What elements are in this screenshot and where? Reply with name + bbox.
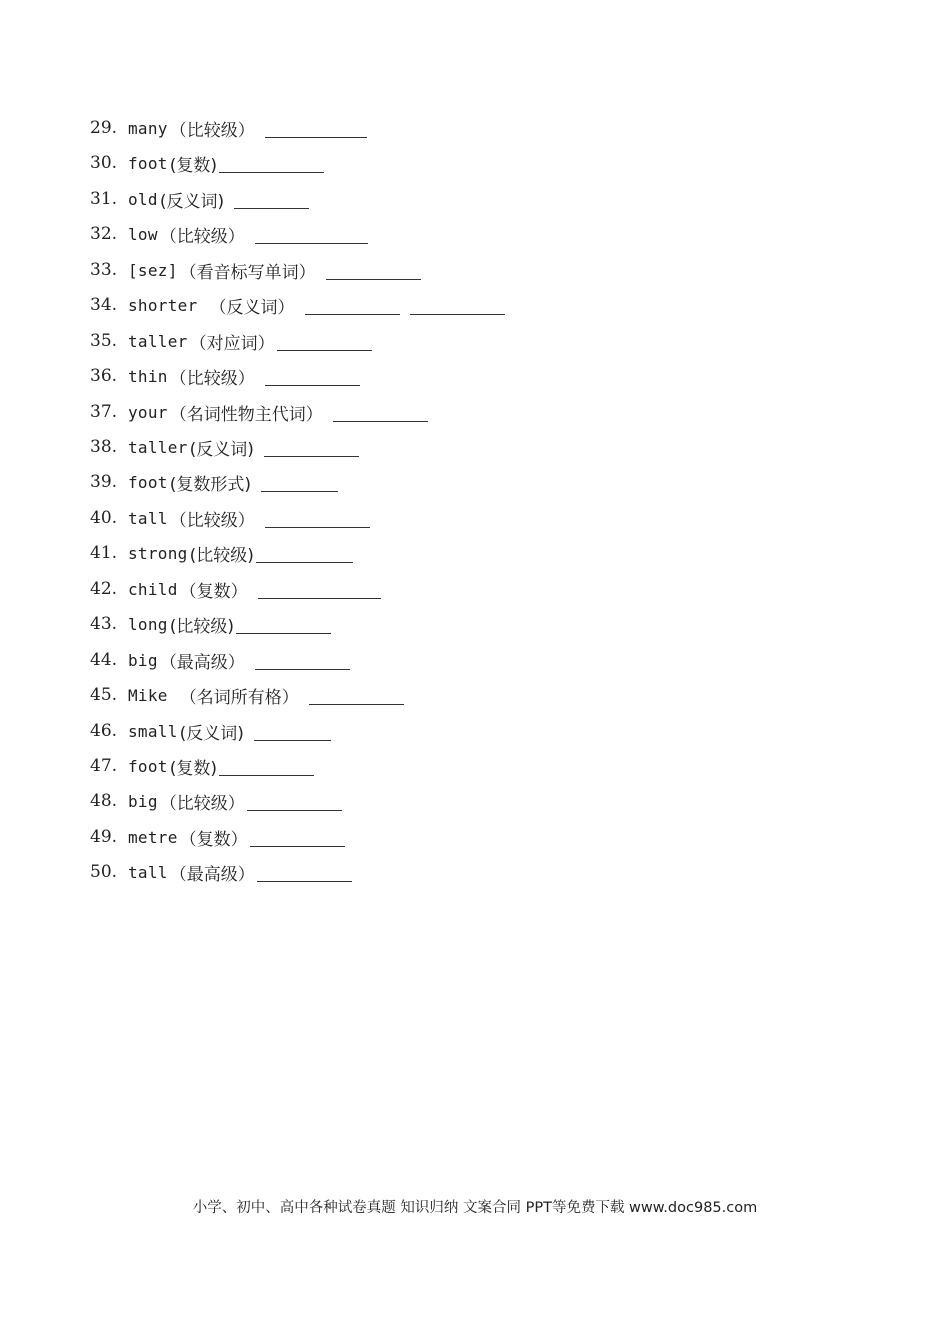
question-word: thin bbox=[128, 366, 168, 386]
question-word: small bbox=[128, 721, 178, 741]
question-hint: （对应词） bbox=[189, 333, 275, 354]
answer-blank[interactable] bbox=[250, 828, 345, 847]
question-44 bbox=[90, 648, 350, 672]
question-number: 31. bbox=[90, 189, 118, 209]
question-41 bbox=[90, 541, 353, 565]
answer-blank-2[interactable] bbox=[410, 296, 505, 315]
answer-blank[interactable] bbox=[265, 119, 367, 138]
question-word: tall bbox=[128, 508, 168, 528]
question-33 bbox=[90, 258, 421, 282]
question-number: 29. bbox=[90, 118, 118, 138]
answer-blank[interactable] bbox=[254, 722, 331, 741]
question-number: 40. bbox=[90, 508, 118, 528]
question-42 bbox=[90, 577, 381, 601]
question-48 bbox=[90, 789, 342, 813]
question-hint: （比较级） bbox=[169, 368, 255, 389]
question-31 bbox=[90, 187, 309, 211]
question-hint: （名词性物主代词） bbox=[169, 404, 323, 425]
answer-blank[interactable] bbox=[265, 509, 370, 528]
question-hint: （最高级） bbox=[169, 864, 255, 885]
question-hint: (反义词) bbox=[159, 191, 225, 212]
question-32 bbox=[90, 222, 368, 246]
question-number: 42. bbox=[90, 579, 118, 599]
answer-blank[interactable] bbox=[277, 332, 372, 351]
answer-blank[interactable] bbox=[219, 154, 324, 173]
question-word: your bbox=[128, 402, 168, 422]
question-word: Mike bbox=[128, 685, 168, 705]
question-word: low bbox=[128, 224, 158, 244]
question-hint: (复数) bbox=[169, 758, 217, 779]
question-29 bbox=[90, 116, 367, 140]
question-number: 48. bbox=[90, 791, 118, 811]
question-hint: （复数） bbox=[179, 829, 248, 850]
question-37 bbox=[90, 400, 428, 424]
answer-blank[interactable] bbox=[326, 261, 421, 280]
question-hint: （比较级） bbox=[159, 226, 245, 247]
question-number: 35. bbox=[90, 331, 118, 351]
answer-blank[interactable] bbox=[256, 544, 353, 563]
question-hint: （比较级） bbox=[169, 120, 255, 141]
question-number: 37. bbox=[90, 402, 118, 422]
question-47 bbox=[90, 754, 314, 778]
question-hint: （复数） bbox=[179, 581, 248, 602]
answer-blank[interactable] bbox=[264, 438, 359, 457]
question-word: long bbox=[128, 614, 168, 634]
answer-blank[interactable] bbox=[257, 863, 352, 882]
question-word: taller bbox=[128, 331, 188, 351]
answer-blank[interactable] bbox=[265, 367, 360, 386]
answer-blank[interactable] bbox=[333, 403, 428, 422]
question-hint: （名词所有格） bbox=[179, 687, 299, 708]
question-word: shorter bbox=[128, 295, 198, 315]
answer-blank[interactable] bbox=[258, 580, 381, 599]
question-word: metre bbox=[128, 827, 178, 847]
question-45 bbox=[90, 683, 404, 707]
question-hint: (复数形式) bbox=[169, 474, 251, 495]
question-number: 36. bbox=[90, 366, 118, 386]
question-number: 34. bbox=[90, 295, 118, 315]
question-hint: （反义词） bbox=[209, 297, 295, 318]
question-number: 33. bbox=[90, 260, 118, 280]
answer-blank[interactable] bbox=[255, 651, 350, 670]
question-46 bbox=[90, 719, 331, 743]
question-hint: (比较级) bbox=[169, 616, 234, 637]
question-35 bbox=[90, 329, 372, 353]
question-30 bbox=[90, 151, 324, 175]
question-number: 30. bbox=[90, 153, 118, 173]
question-word: tall bbox=[128, 862, 168, 882]
answer-blank[interactable] bbox=[234, 190, 309, 209]
answer-blank[interactable] bbox=[261, 473, 338, 492]
answer-blank[interactable] bbox=[247, 792, 342, 811]
question-word: foot bbox=[128, 756, 168, 776]
question-hint: （比较级） bbox=[169, 510, 255, 531]
question-43 bbox=[90, 612, 331, 636]
question-number: 38. bbox=[90, 437, 118, 457]
question-hint: （比较级） bbox=[159, 793, 245, 814]
question-word: foot bbox=[128, 153, 168, 173]
question-number: 46. bbox=[90, 721, 118, 741]
question-number: 39. bbox=[90, 472, 118, 492]
answer-blank[interactable] bbox=[309, 686, 404, 705]
question-number: 44. bbox=[90, 650, 118, 670]
answer-blank[interactable] bbox=[219, 757, 314, 776]
question-number: 41. bbox=[90, 543, 118, 563]
question-number: 50. bbox=[90, 862, 118, 882]
question-hint: (反义词) bbox=[179, 723, 244, 744]
question-word: foot bbox=[128, 472, 168, 492]
question-hint: （最高级） bbox=[159, 652, 245, 673]
question-36 bbox=[90, 364, 360, 388]
question-number: 43. bbox=[90, 614, 118, 634]
question-38 bbox=[90, 435, 359, 459]
question-word: many bbox=[128, 118, 168, 138]
question-number: 47. bbox=[90, 756, 118, 776]
question-49 bbox=[90, 825, 345, 849]
question-word: old bbox=[128, 189, 158, 209]
question-word: taller bbox=[128, 437, 188, 457]
question-40 bbox=[90, 506, 370, 530]
question-50 bbox=[90, 860, 352, 884]
question-34 bbox=[90, 293, 505, 317]
question-39 bbox=[90, 470, 338, 494]
question-word: big bbox=[128, 791, 158, 811]
question-number: 45. bbox=[90, 685, 118, 705]
question-hint: （看音标写单词） bbox=[179, 262, 316, 283]
question-hint: (比较级) bbox=[189, 545, 254, 566]
question-word: [sez] bbox=[128, 260, 178, 280]
answer-blank[interactable] bbox=[255, 225, 368, 244]
question-word: strong bbox=[128, 543, 188, 563]
question-hint: (反义词) bbox=[189, 439, 254, 460]
answer-blank[interactable] bbox=[236, 615, 331, 634]
question-word: big bbox=[128, 650, 158, 670]
question-number: 32. bbox=[90, 224, 118, 244]
question-number: 49. bbox=[90, 827, 118, 847]
question-hint: (复数) bbox=[169, 155, 217, 176]
page-footer: 小学、初中、高中各种试卷真题 知识归纳 文案合同 PPT等免费下载 www.doc985.com bbox=[192, 1200, 758, 1216]
answer-blank[interactable] bbox=[305, 296, 400, 315]
question-word: child bbox=[128, 579, 178, 599]
